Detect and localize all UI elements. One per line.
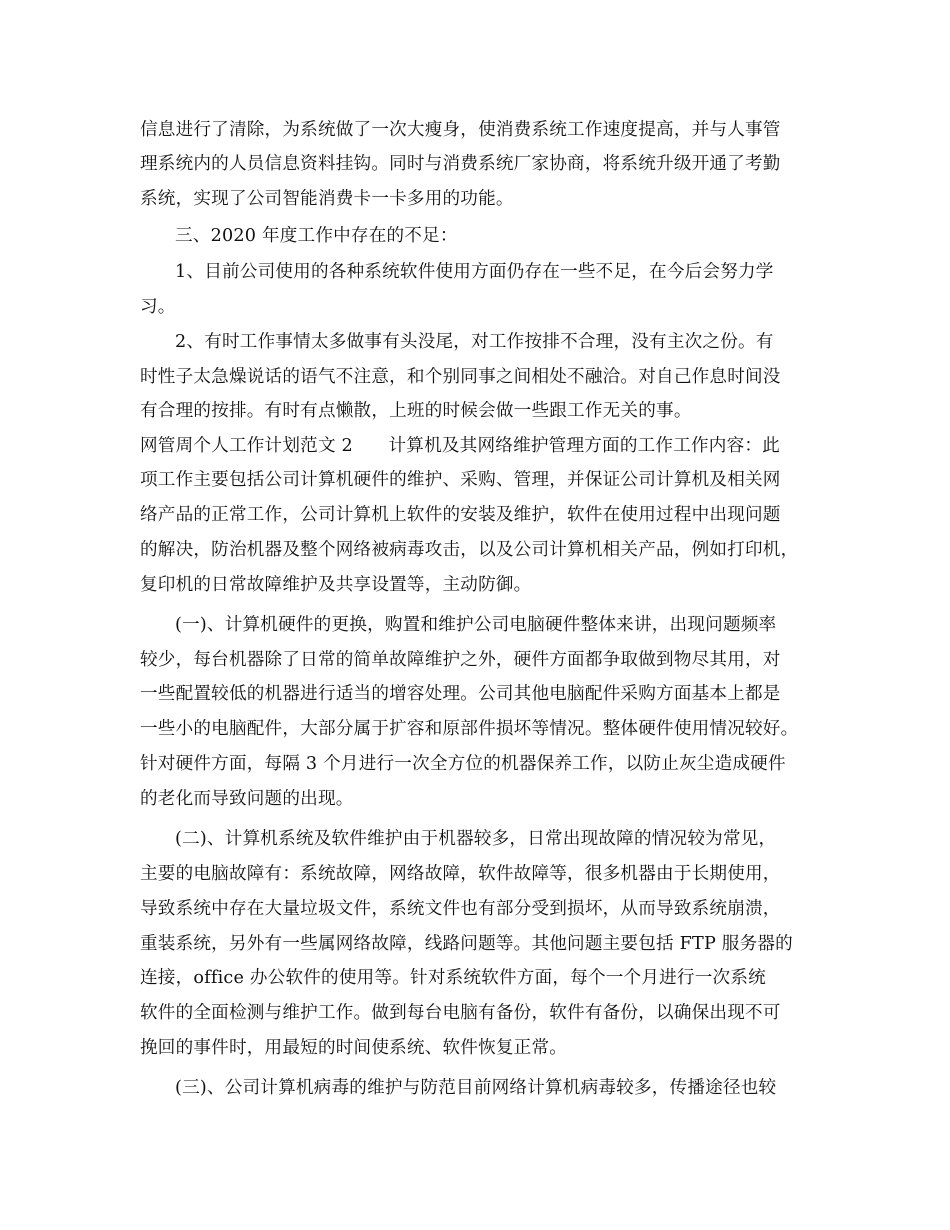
- text-line: 重装系统，另外有一些属网络故障，线路问题等。其他问题主要包括 FTP 服务器的: [140, 934, 793, 954]
- text-line: (二)、计算机系统及软件维护由于机器较多，日常出现故障的情况较为常见，: [175, 829, 777, 849]
- text-line: 络产品的正常工作，公司计算机上软件的安装及维护，软件在使用过程中出现问题: [140, 505, 781, 525]
- text-line: (三)、公司计算机病毒的维护与防范目前网络计算机病毒较多，传播途径也较: [175, 1078, 777, 1098]
- text-line: 挽回的事件时，用最短的时间使系统、软件恢复正常。: [140, 1038, 568, 1058]
- text-line: 有合理的按排。有时有点懒散，上班的时候会做一些跟工作无关的事。: [140, 401, 692, 421]
- text-line: 的老化而导致问题的出现。: [140, 789, 354, 809]
- text-line: 项工作主要包括公司计算机硬件的维护、采购、管理，并保证公司计算机及相关网: [140, 470, 781, 490]
- text-line: (一)、计算机硬件的更换，购置和维护公司电脑硬件整体来讲，出现问题频率: [175, 615, 777, 635]
- text-line: 较少，每台机器除了日常的简单故障维护之外，硬件方面都争取做到物尽其用，对: [140, 650, 781, 670]
- text-line: 理系统内的人员信息资料挂钩。同时与消费系统厂家协商，将系统升级开通了考勤: [140, 154, 781, 174]
- text-line: 习。: [140, 297, 176, 317]
- text-line: 的解决，防治机器及整个网络被病毒攻击，以及公司计算机相关产品，例如打印机，: [140, 540, 799, 560]
- text-line: 连接，office 办公软件的使用等。针对系统软件方面，每个一个月进行一次系统: [140, 968, 766, 988]
- text-line: 针对硬件方面，每隔 3 个月进行一次全方位的机器保养工作，以防止灰尘造成硬件: [140, 754, 786, 774]
- text-line: 导致系统中存在大量垃圾文件，系统文件也有部分受到损坏，从而导致系统崩溃，: [140, 899, 781, 919]
- text-line: 1、目前公司使用的各种系统软件使用方面仍存在一些不足，在今后会努力学: [175, 262, 774, 282]
- section-heading: 三、2020 年度工作中存在的不足：: [175, 226, 458, 246]
- text-line: 时性子太急燥说话的语气不注意，和个别同事之间相处不融洽。对自己作息时间没: [140, 367, 781, 387]
- text-line: 一些小的电脑配件，大部分属于扩容和原部件损坏等情况。整体硬件使用情况较好。: [140, 719, 799, 739]
- text-line: 复印机的日常故障维护及共享设置等，主动防御。: [140, 575, 532, 595]
- text-line: 系统，实现了公司智能消费卡一卡多用的功能。: [140, 189, 514, 209]
- text-line: 网管周个人工作计划范文 2 计算机及其网络维护管理方面的工作工作内容：此: [140, 436, 780, 456]
- text-line: 软件的全面检测与维护工作。做到每台电脑有备份，软件有备份，以确保出现不可: [140, 1003, 781, 1023]
- text-line: 信息进行了清除，为系统做了一次大瘦身，使消费系统工作速度提高，并与人事管: [140, 120, 781, 140]
- text-line: 主要的电脑故障有：系统故障，网络故障，软件故障等，很多机器由于长期使用，: [140, 864, 781, 884]
- text-line: 一些配置较低的机器进行适当的增容处理。公司其他电脑配件采购方面基本上都是: [140, 684, 781, 704]
- text-line: 2、有时工作事情太多做事有头没尾，对工作按排不合理，没有主次之份。有: [175, 332, 774, 352]
